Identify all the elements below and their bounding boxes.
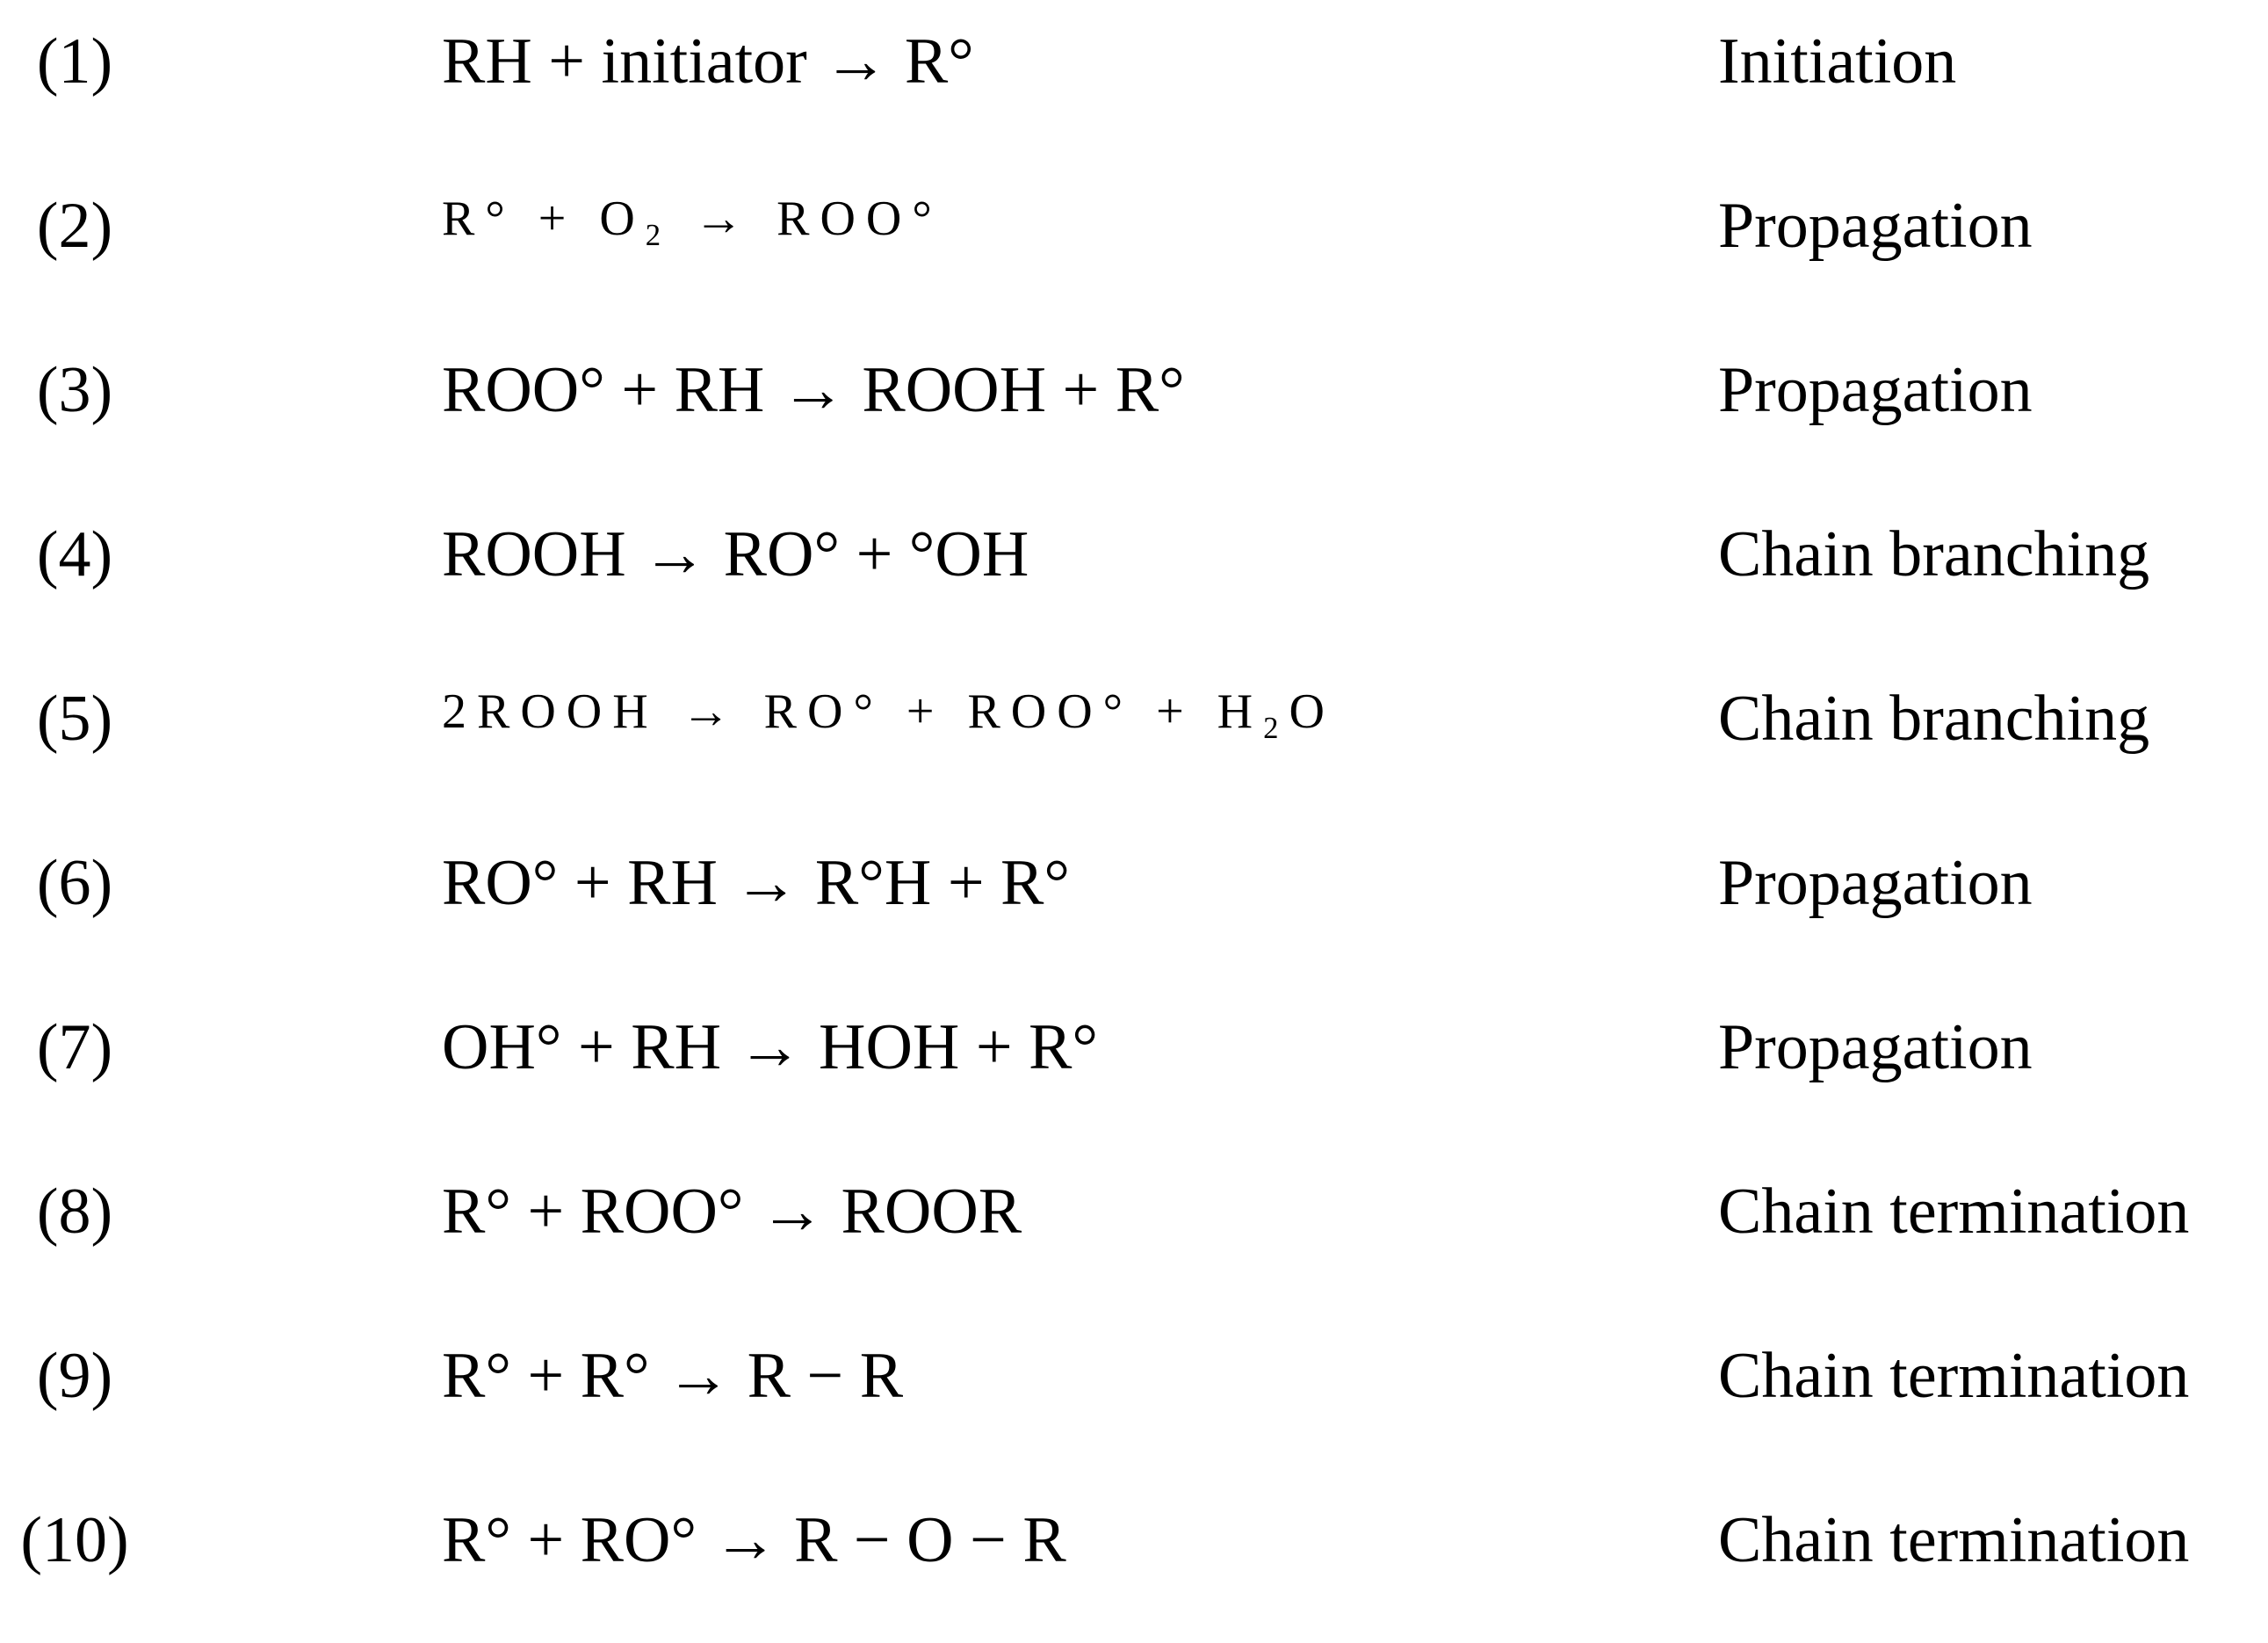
reaction-row-3 [0,329,2268,493]
reaction-row-2 [0,164,2268,329]
reaction-number: (4) [36,518,113,590]
reaction-stage: Initiation [1718,25,1957,98]
reaction-number: (5) [36,683,113,755]
reaction-number: (3) [36,354,113,426]
reaction-number: (7) [36,1011,113,1083]
reaction-number: (2) [36,190,113,262]
reaction-number: (6) [36,847,113,919]
reaction-stage: Propagation [1718,190,2033,262]
reaction-row-9 [0,1314,2268,1479]
reaction-equation: $R^\circ + O_2 \to ROO^\circ$ [442,192,943,253]
reaction-equation: OH° + RH → HOH + R° [442,1011,1099,1083]
reaction-row-5 [0,657,2268,822]
reaction-equation: R° + R° → R − R [442,1340,904,1412]
reaction-row-4 [0,493,2268,657]
reaction-stage: Chain termination [1718,1340,2190,1412]
reaction-stage: Propagation [1718,847,2033,919]
reaction-equation: 2ROOH → $RO^\circ + ROO^\circ + H_2O$ [442,684,1335,746]
reaction-stage: Chain branching [1718,683,2150,755]
reaction-equation: RO° + RH → R°H + R° [442,847,1070,919]
reaction-number: (8) [36,1176,113,1248]
reaction-row-1 [0,0,2268,164]
reaction-equation: ROO° + RH → ROOH + R° [442,354,1185,426]
reaction-equation: ROOH → RO° + °OH [442,518,1029,590]
reaction-stage: Propagation [1718,1011,2033,1083]
reaction-equation: RH + initiator → R° [442,25,974,98]
reaction-number: (9) [36,1340,113,1412]
reaction-stage: Chain termination [1718,1176,2190,1248]
reaction-stage: Chain branching [1718,518,2150,590]
reaction-equation: R° + ROO° → ROOR [442,1176,1022,1248]
reaction-stage: Chain termination [1718,1504,2190,1576]
reaction-row-7 [0,986,2268,1150]
reaction-row-10 [0,1479,2268,1643]
reaction-row-6 [0,822,2268,986]
reaction-stage: Propagation [1718,354,2033,426]
reaction-equation: R° + RO° → R − O − R [442,1504,1066,1576]
reaction-number: (10) [20,1504,129,1576]
reaction-row-8 [0,1150,2268,1314]
reaction-number: (1) [36,25,113,98]
